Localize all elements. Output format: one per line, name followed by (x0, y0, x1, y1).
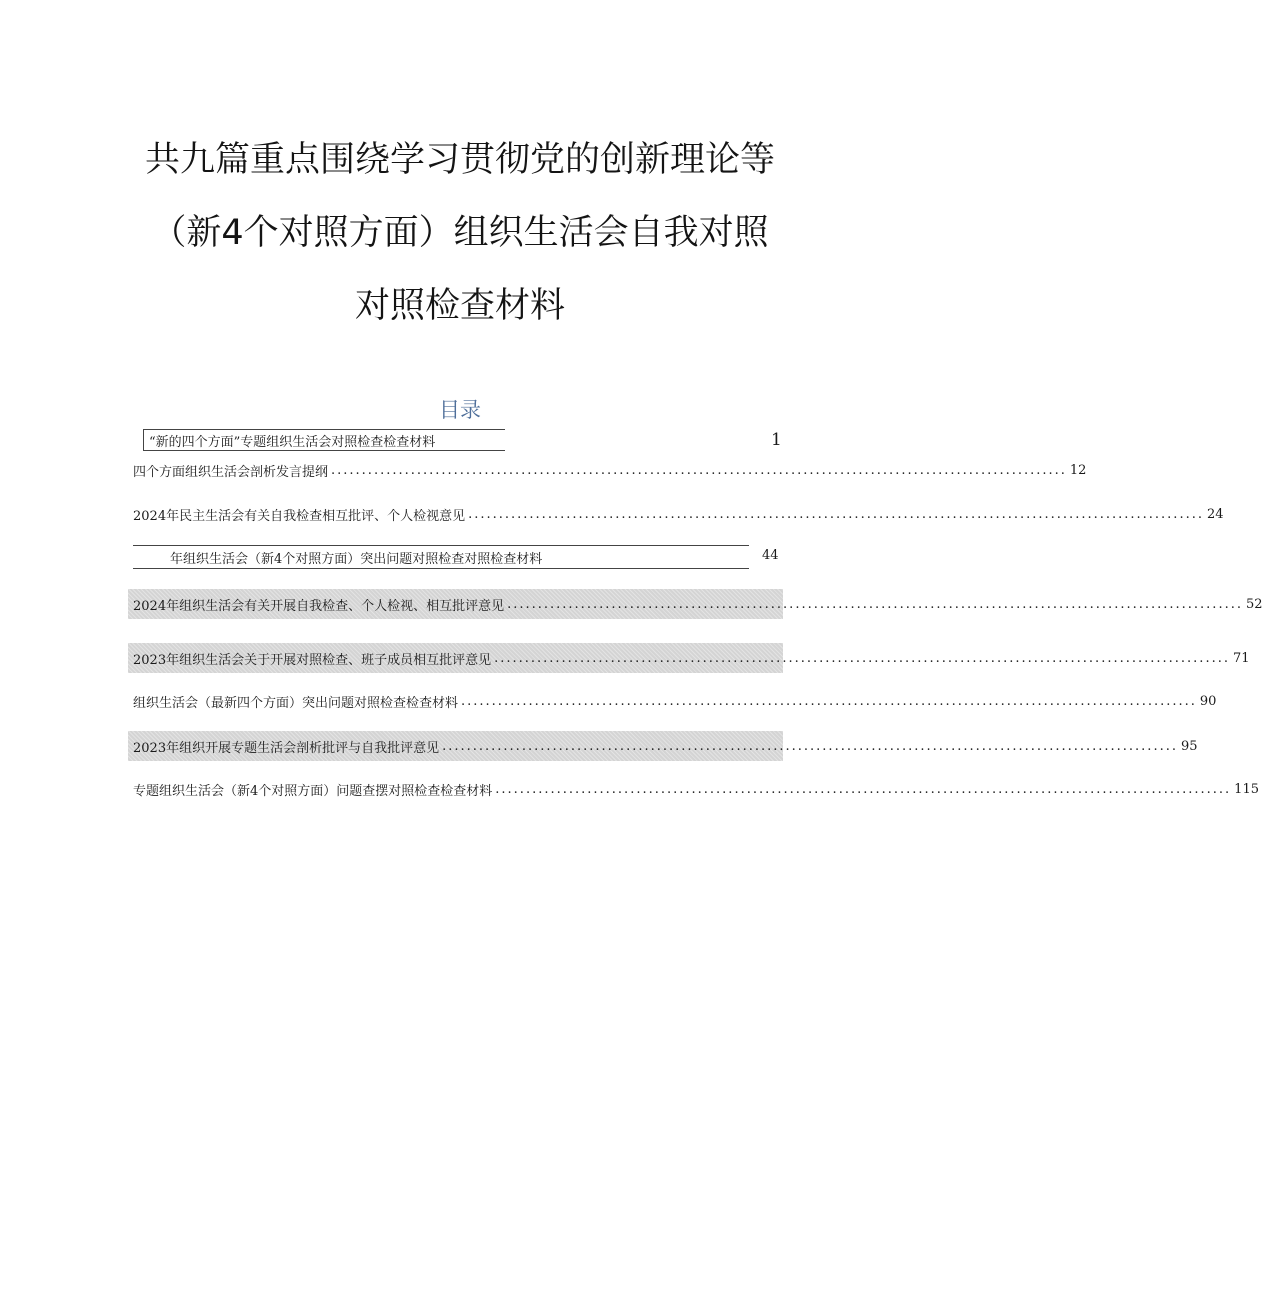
toc-entry-4[interactable] (133, 545, 749, 569)
toc-entry-text: “新的四个方面”专题组织生活会对照检查检查材料 (149, 434, 436, 450)
toc-entry-page: 71 (1232, 650, 1250, 666)
toc-entry-8[interactable] (128, 731, 1198, 761)
toc-entry-page: 115 (1234, 781, 1259, 797)
toc-entry-page: 52 (1245, 596, 1263, 612)
toc-entry-page: 24 (1206, 506, 1224, 522)
toc-entry-page: 12 (1069, 462, 1087, 478)
toc-leader-dots: ........................................................................................................................ (331, 462, 1067, 478)
toc-leader-dots: ........................................................................................................................ (507, 596, 1243, 612)
toc-entry-text: 年组织生活会（新4个对照方面）突出问题对照检查对照检查材料 (170, 551, 543, 567)
toc-entry-text: 2024年组织生活会有关开展自我检查、个人检视、相互批评意见 (133, 598, 505, 614)
toc-entry-5[interactable] (128, 589, 1263, 619)
toc-entry-6[interactable] (128, 643, 1250, 673)
document-title-line-3: 对照检查材料 (354, 286, 565, 326)
toc-heading: 目录 (439, 398, 481, 422)
toc-entry-page: 95 (1180, 738, 1198, 754)
toc-entry-text: 组织生活会（最新四个方面）突出问题对照检查检查材料 (133, 695, 459, 711)
toc-entry-9[interactable] (133, 778, 1259, 800)
toc-entry-text: 专题组织生活会（新4个对照方面）问题查摆对照检查检查材料 (133, 783, 493, 799)
toc-leader-dots: ........................................................................................................................ (461, 693, 1197, 709)
toc-entry-text: 四个方面组织生活会剖析发言提纲 (133, 464, 329, 480)
document-title-line-1: 共九篇重点围绕学习贯彻党的创新理论等 (144, 140, 775, 180)
toc-entry-page: 1 (771, 430, 782, 450)
toc-entry-page: 90 (1199, 693, 1217, 709)
toc-entry-text: 2023年组织开展专题生活会剖析批评与自我批评意见 (133, 740, 440, 756)
toc-leader-dots: ........................................................................................................................ (495, 781, 1232, 797)
toc-entry-page: 44 (762, 548, 779, 563)
toc-entry-3[interactable] (133, 503, 1224, 525)
toc-leader-dots: ........................................................................................................................ (442, 738, 1178, 754)
toc-leader-dots: ........................................................................................................................ (494, 650, 1230, 666)
toc-leader-dots: ........................................................................................................................ (468, 506, 1204, 522)
toc-entry-text: 2023年组织生活会关于开展对照检查、班子成员相互批评意见 (133, 652, 492, 668)
toc-entry-7[interactable] (133, 690, 1217, 712)
toc-entry-text: 2024年民主生活会有关自我检查相互批评、个人检视意见 (133, 508, 466, 524)
document-title-line-2: （新4个对照方面）组织生活会自我对照 (151, 213, 769, 253)
toc-entry-2[interactable] (133, 459, 1087, 481)
toc-entry-1[interactable] (143, 429, 505, 451)
